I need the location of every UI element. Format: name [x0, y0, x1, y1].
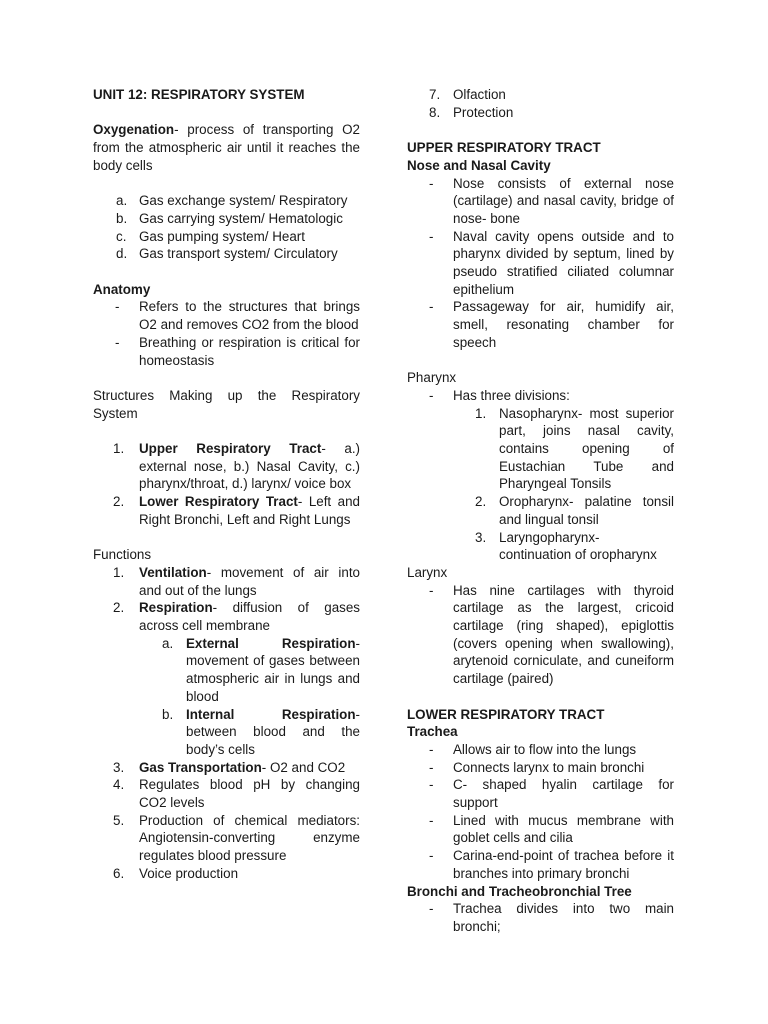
anatomy-heading: Anatomy [93, 281, 151, 297]
list-item: a. Gas exchange system/ Respiratory [116, 193, 348, 209]
pharynx-divisions-list [407, 405, 674, 564]
larynx-heading: Larynx [407, 564, 448, 580]
unit-title: UNIT 12: RESPIRATORY SYSTEM [93, 87, 305, 102]
list-item: 1. Upper Respiratory Tract- a.) external nose, b.) Nasal Cavity, c.) pharynx/throat, d.) larynx/ voice box [113, 440, 360, 492]
right-column [407, 86, 674, 936]
list-item: 3. Laryngopharynx- continuation of oropharynx [475, 529, 657, 563]
list-item: - Carina-end-point of trachea before it branches into primary bronchi [429, 848, 674, 881]
lower-tract-heading: LOWER RESPIRATORY TRACT [407, 706, 605, 722]
list-item: - Refers to the structures that brings O2 and removes CO2 from the blood [115, 299, 360, 333]
functions-list-continued [407, 86, 674, 121]
list-item: a. External Respiration- movement of gases between atmospheric air in lungs and blood [162, 635, 360, 704]
list-item: 1. Nasopharynx- most superior part, joins nasal cavity, contains opening of Eustachian Tube and Pharyngeal Tonsils [475, 405, 674, 492]
nose-list [407, 175, 674, 352]
list-item: 4. Regulates blood pH by changing CO2 levels [113, 777, 360, 811]
list-item: - Has three divisions: [429, 387, 570, 403]
oxygenation-term: Oxygenation [93, 122, 175, 138]
bronchi-heading: Bronchi and Tracheobronchial Tree [407, 883, 632, 899]
list-item: c. Gas pumping system/ Heart [116, 228, 305, 244]
anatomy-list [93, 298, 360, 369]
oxygenation-text: - process of transporting O2 from the atmospheric air until it reaches the body cells [93, 122, 360, 173]
list-item: - Breathing or respiration is critical for homeostasis [115, 334, 360, 368]
list-item: - C- shaped hyalin cartilage for support [429, 777, 674, 811]
respiration-sub-list [93, 635, 360, 759]
bronchi-list [407, 900, 674, 935]
trachea-list [407, 741, 674, 883]
list-item: - Passageway for air, humidify air, smell, resonating chamber for speech [429, 299, 674, 350]
list-item: 3. Gas Transportation- O2 and CO2 [113, 759, 346, 775]
list-item: b. Gas carrying system/ Hematologic [116, 210, 343, 226]
list-item: - Has nine cartilages with thyroid cartilage as the largest, cricoid cartilage (ring shaped), epiglottis (covers opening when swallowing), arytenoid corniculate, and cuneiform cartilage (paired) [429, 582, 674, 687]
functions-heading: Functions [93, 547, 152, 563]
list-item: - Connects larynx to main bronchi [429, 759, 645, 775]
nose-heading: Nose and Nasal Cavity [407, 157, 551, 173]
list-item: 7. Olfaction [429, 87, 506, 102]
structures-heading: Structures Making up the Respiratory System [93, 387, 360, 421]
list-item: 2. Oropharynx- palatine tonsil and lingual tonsil [475, 494, 674, 527]
list-item: - Naval cavity opens outside and to pharynx divided by septum, lined by pseudo stratified ciliated columnar epithelium [429, 228, 674, 297]
list-item: 2. Lower Respiratory Tract- Left and Right Bronchi, Left and Right Lungs [113, 494, 360, 527]
oxygenation-definition [93, 121, 360, 174]
left-column [93, 86, 360, 883]
trachea-heading: Trachea [407, 724, 458, 740]
list-item: 1. Ventilation- movement of air into and out of the lungs [113, 564, 360, 598]
list-item: - Allows air to flow into the lungs [429, 741, 637, 757]
list-item: 2. Respiration- diffusion of gases across cell membrane [113, 600, 360, 633]
list-item: b. Internal Respiration- between blood and the body’s cells [162, 706, 360, 757]
upper-tract-heading: UPPER RESPIRATORY TRACT [407, 140, 601, 156]
oxygenation-systems-list [93, 192, 360, 263]
list-item: - Trachea divides into two main bronchi; [429, 901, 674, 934]
list-item: 8. Protection [429, 104, 514, 120]
list-item: - Nose consists of external nose (cartilage) and nasal cavity, bridge of nose- bone [429, 175, 674, 226]
structures-list [93, 440, 360, 529]
larynx-list [407, 582, 674, 688]
pharynx-heading: Pharynx [407, 370, 457, 386]
list-item: d. Gas transport system/ Circulatory [116, 246, 338, 262]
list-item: - Lined with mucus membrane with goblet cells and cilia [429, 812, 674, 846]
list-item: 6. Voice production [113, 865, 239, 881]
list-item: 5. Production of chemical mediators: Angiotensin-converting enzyme regulates blood pressure [113, 812, 360, 864]
functions-list [93, 564, 360, 883]
